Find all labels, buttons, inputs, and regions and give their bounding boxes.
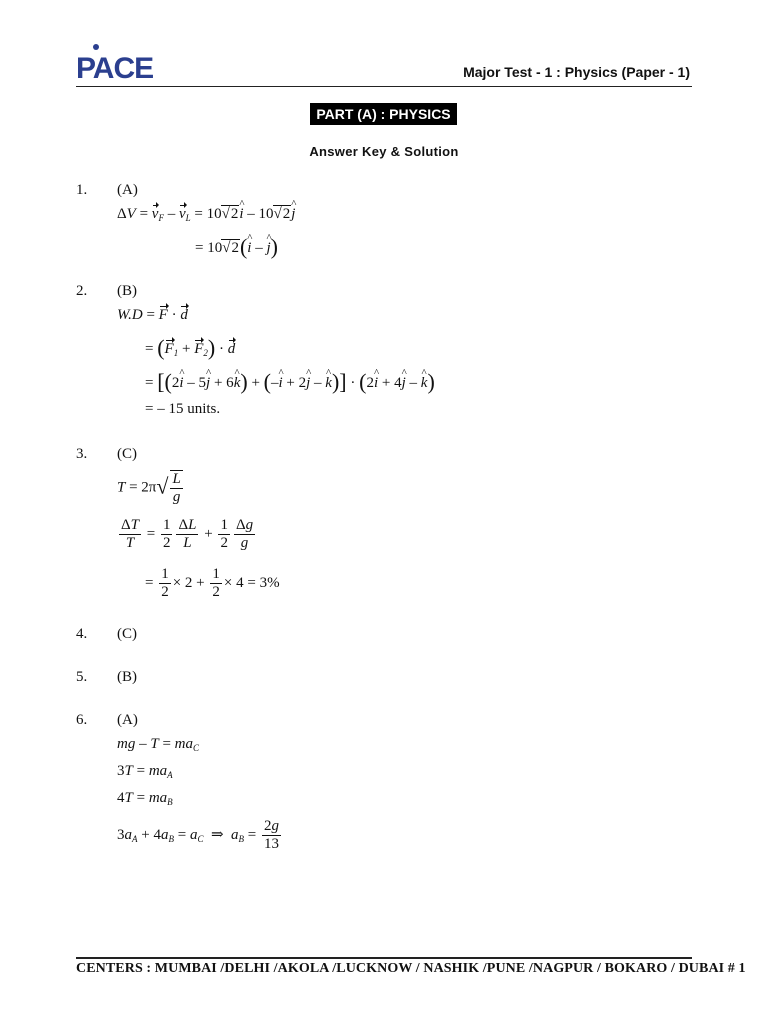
pace-logo [76, 42, 156, 82]
solution-line: T = 2π√ $\frac{L}{g}$ [117, 471, 181, 505]
pace-logo-graphic [76, 42, 156, 82]
solution-line: $3T = ma_A$ [117, 763, 173, 780]
question-number: 5. [76, 669, 88, 685]
solution-result: = 3% [247, 574, 280, 591]
solution-line: $3a_A + 4a_B = a_C$ ⇒ $a_B$ = $\frac{2g}{13}$ [117, 818, 279, 852]
footer-divider [76, 957, 692, 959]
solution-line: = [(2i ^ – 5j ^ + 6k ^) + (–i ^ + 2j ^ – k ^)] · (2i ^ + 4j ^ – k ^) [145, 369, 435, 395]
question-number: 2. [76, 283, 88, 299]
question-answer: (C) [117, 626, 137, 642]
question-number: 1. [76, 182, 88, 198]
question-number: 4. [76, 626, 88, 642]
solution-line: $\Delta V = v_F - v_L = 10√2i$ ^ – 10√2j ^ [117, 205, 295, 223]
footer-centers: CENTERS : MUMBAI /DELHI /AKOLA /LUCKNOW / NASHIK /PUNE /NAGPUR / BOKARO / DUBAI # 1 [76, 961, 746, 976]
solution-line: mg – $T = ma_C$ [117, 736, 200, 753]
svg-text:PACE: PACE [76, 52, 154, 82]
solution-line: = $\frac{1}{2}$ × 2 + $\frac{1}{2}$ × 4 = 3% [145, 566, 280, 600]
question-answer: (B) [117, 283, 137, 299]
question-answer: (A) [117, 182, 138, 198]
solution-line: $\frac{\Delta T}{T}$ = $\frac{1}{2}$ $\frac{\Delta L}{L}$ + $\frac{1}{2}$ $\frac{\Delta g}{g}$ [121, 517, 254, 551]
solution-line: W.D = F · d [117, 307, 188, 323]
header-title: Major Test - 1 : Physics (Paper - 1) [463, 64, 690, 80]
question-answer: (A) [117, 712, 138, 728]
question-number: 3. [76, 446, 88, 462]
solution-line: = $(F_1 + F_2) \cdot d$ [145, 335, 236, 360]
part-title: PART (A) : PHYSICS [310, 103, 457, 125]
question-number: 6. [76, 712, 88, 728]
solution-result: = – 15 units. [145, 401, 221, 417]
question-answer: (B) [117, 669, 137, 685]
solution-line: $4T = ma_B$ [117, 790, 173, 807]
solution-line: = 10√2(i ^ – j ^) [195, 234, 278, 260]
answer-key-subtitle: Answer Key & Solution [309, 144, 459, 159]
header-divider [76, 86, 692, 87]
question-answer: (C) [117, 446, 137, 462]
